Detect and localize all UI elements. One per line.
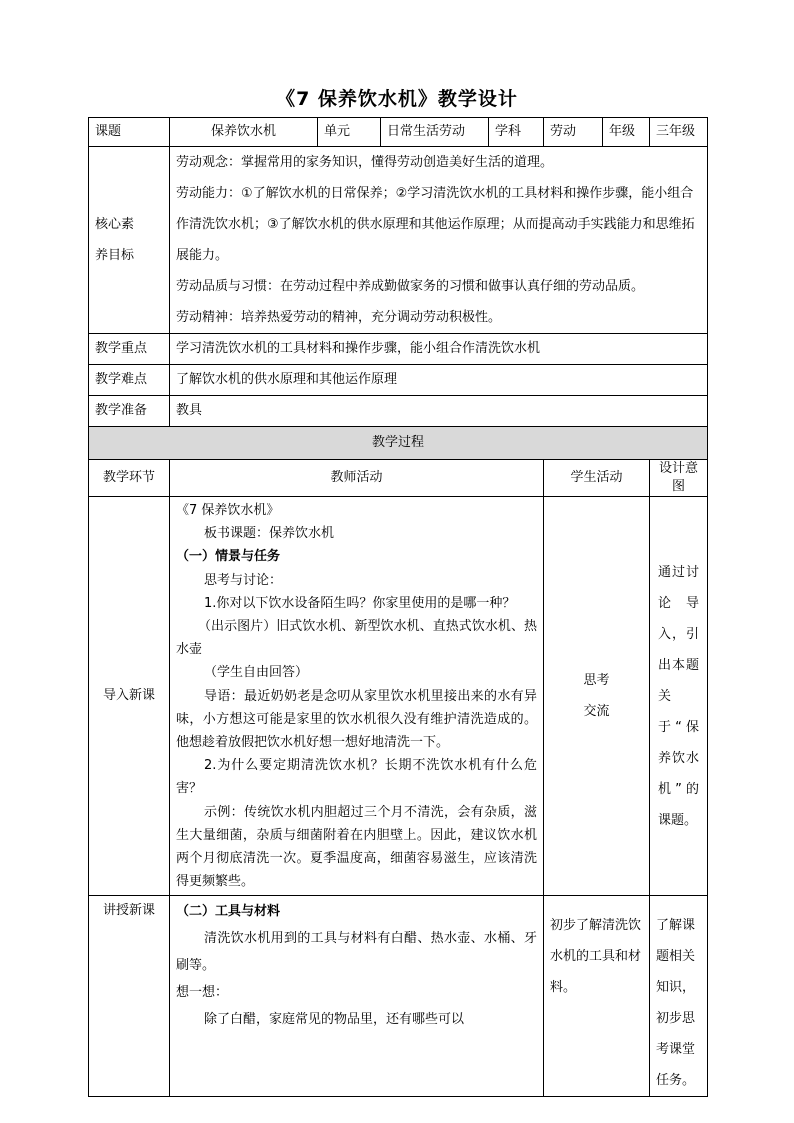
teacher-line: 清洗饮水机用到的工具与材料有白醋、热水壶、水桶、牙刷等。: [176, 931, 537, 974]
teacher-line: （出示图片）旧式饮水机、新型饮水机、直热式饮水机、热水壶: [176, 619, 537, 658]
teacher-line: （一）情景与任务: [176, 549, 281, 565]
process-band: [89, 427, 708, 460]
goal-item: 劳动观念：掌握常用的家务知识，懂得劳动创造美好生活的道理。: [176, 155, 554, 170]
topic-label: 课题: [89, 118, 170, 147]
goals-row: [89, 147, 708, 334]
grade-label: 年级: [603, 118, 650, 147]
process-column-headers: [89, 460, 708, 497]
goals-content: [170, 147, 708, 334]
grade-value: 三年级: [650, 118, 708, 147]
header-row: [89, 118, 708, 147]
key-point-value: 学习清洗饮水机的工具材料和操作步骤，能小组合作清洗饮水机: [170, 334, 708, 365]
preparation-row: [89, 396, 708, 427]
col-teacher: 教师活动: [170, 460, 544, 497]
preparation-label: 教学准备: [89, 396, 170, 427]
teacher-line: 《7 保养饮水机》: [176, 503, 280, 518]
teacher-line: 1.你对以下饮水设备陌生吗？你家里使用的是哪一种？: [204, 595, 516, 611]
stage-row-new-lesson: [89, 896, 708, 1097]
subject-label: 学科: [489, 118, 544, 147]
stage-name: 导入新课: [89, 497, 170, 896]
lesson-plan-table: [88, 117, 708, 1097]
teacher-line: 想一想：: [176, 985, 229, 1001]
topic-value: 保养饮水机: [170, 118, 318, 147]
design-intent: 通过讨论导入，引出本题关于“保养饮水机”的课题。: [650, 497, 708, 896]
unit-value: 日常生活劳动: [381, 118, 489, 147]
goal-item: 劳动品质与习惯：在劳动过程中养成勤做家务的习惯和做事认真仔细的劳动品质。: [176, 279, 645, 294]
student-activity: 初步了解清洗饮水机的工具和材料。: [544, 896, 650, 1097]
student-activity: 思考 交流: [544, 497, 650, 896]
process-title: 教学过程: [89, 427, 708, 460]
teacher-line: 思考与讨论：: [204, 572, 283, 588]
key-point-label: 教学重点: [89, 334, 170, 365]
unit-label: 单元: [318, 118, 381, 147]
difficulty-row: [89, 365, 708, 396]
teacher-line: （学生自由回答）: [204, 665, 309, 681]
teacher-activity: [170, 896, 544, 1097]
col-stage: 教学环节: [89, 460, 170, 497]
subject-value: 劳动: [544, 118, 603, 147]
col-intent: 设计意图: [650, 460, 708, 497]
design-intent: 了解课题相关知识，初步思考课堂任务。: [650, 896, 708, 1097]
teacher-line: （二）工具与材料: [176, 904, 281, 920]
page-title: 《7 保养饮水机》教学设计: [276, 88, 518, 110]
goal-item: 劳动能力：①了解饮水机的日常保养；②学习清洗饮水机的工具材料和操作步骤，能小组合作清洗饮水机；③了解饮水机的供水原理和其他运作原理；从而提高动手实践能力和思维拓展能力。: [176, 186, 695, 263]
col-student: 学生活动: [544, 460, 650, 497]
goal-item: 劳动精神：培养热爱劳动的精神，充分调动劳动积极性。: [176, 310, 502, 325]
preparation-value: 教具: [170, 396, 708, 427]
stage-row-intro: [89, 497, 708, 896]
goals-label: 核心素 养目标: [89, 147, 170, 334]
teacher-line: 导语：最近奶奶老是念叨从家里饮水机里接出来的水有异味，小方想这可能是家里的饮水机很久没有维护清洗造成的。他想趁着放假把饮水机好想一想好地清洗一下。: [176, 688, 537, 751]
difficulty-label: 教学难点: [89, 365, 170, 396]
teacher-line: 示例：传统饮水机内胆超过三个月不清洗，会有杂质，滋生大量细菌，杂质与细菌附着在内胆壁上。因此，建议饮水机两个月彻底清洗一次。夏季温度高，细菌容易滋生，应该清洗得更频繁些。: [176, 804, 537, 890]
teacher-activity: [170, 497, 544, 896]
stage-name: 讲授新课: [89, 896, 170, 1097]
teacher-line: 板书课题：保养饮水机: [204, 526, 335, 542]
difficulty-value: 了解饮水机的供水原理和其他运作原理: [170, 365, 708, 396]
teacher-line: 2.为什么要定期清洗饮水机？长期不洗饮水机有什么危害？: [176, 758, 537, 797]
key-point-row: [89, 334, 708, 365]
teacher-line: 除了白醋，家庭常见的物品里，还有哪些可以: [204, 1012, 465, 1028]
